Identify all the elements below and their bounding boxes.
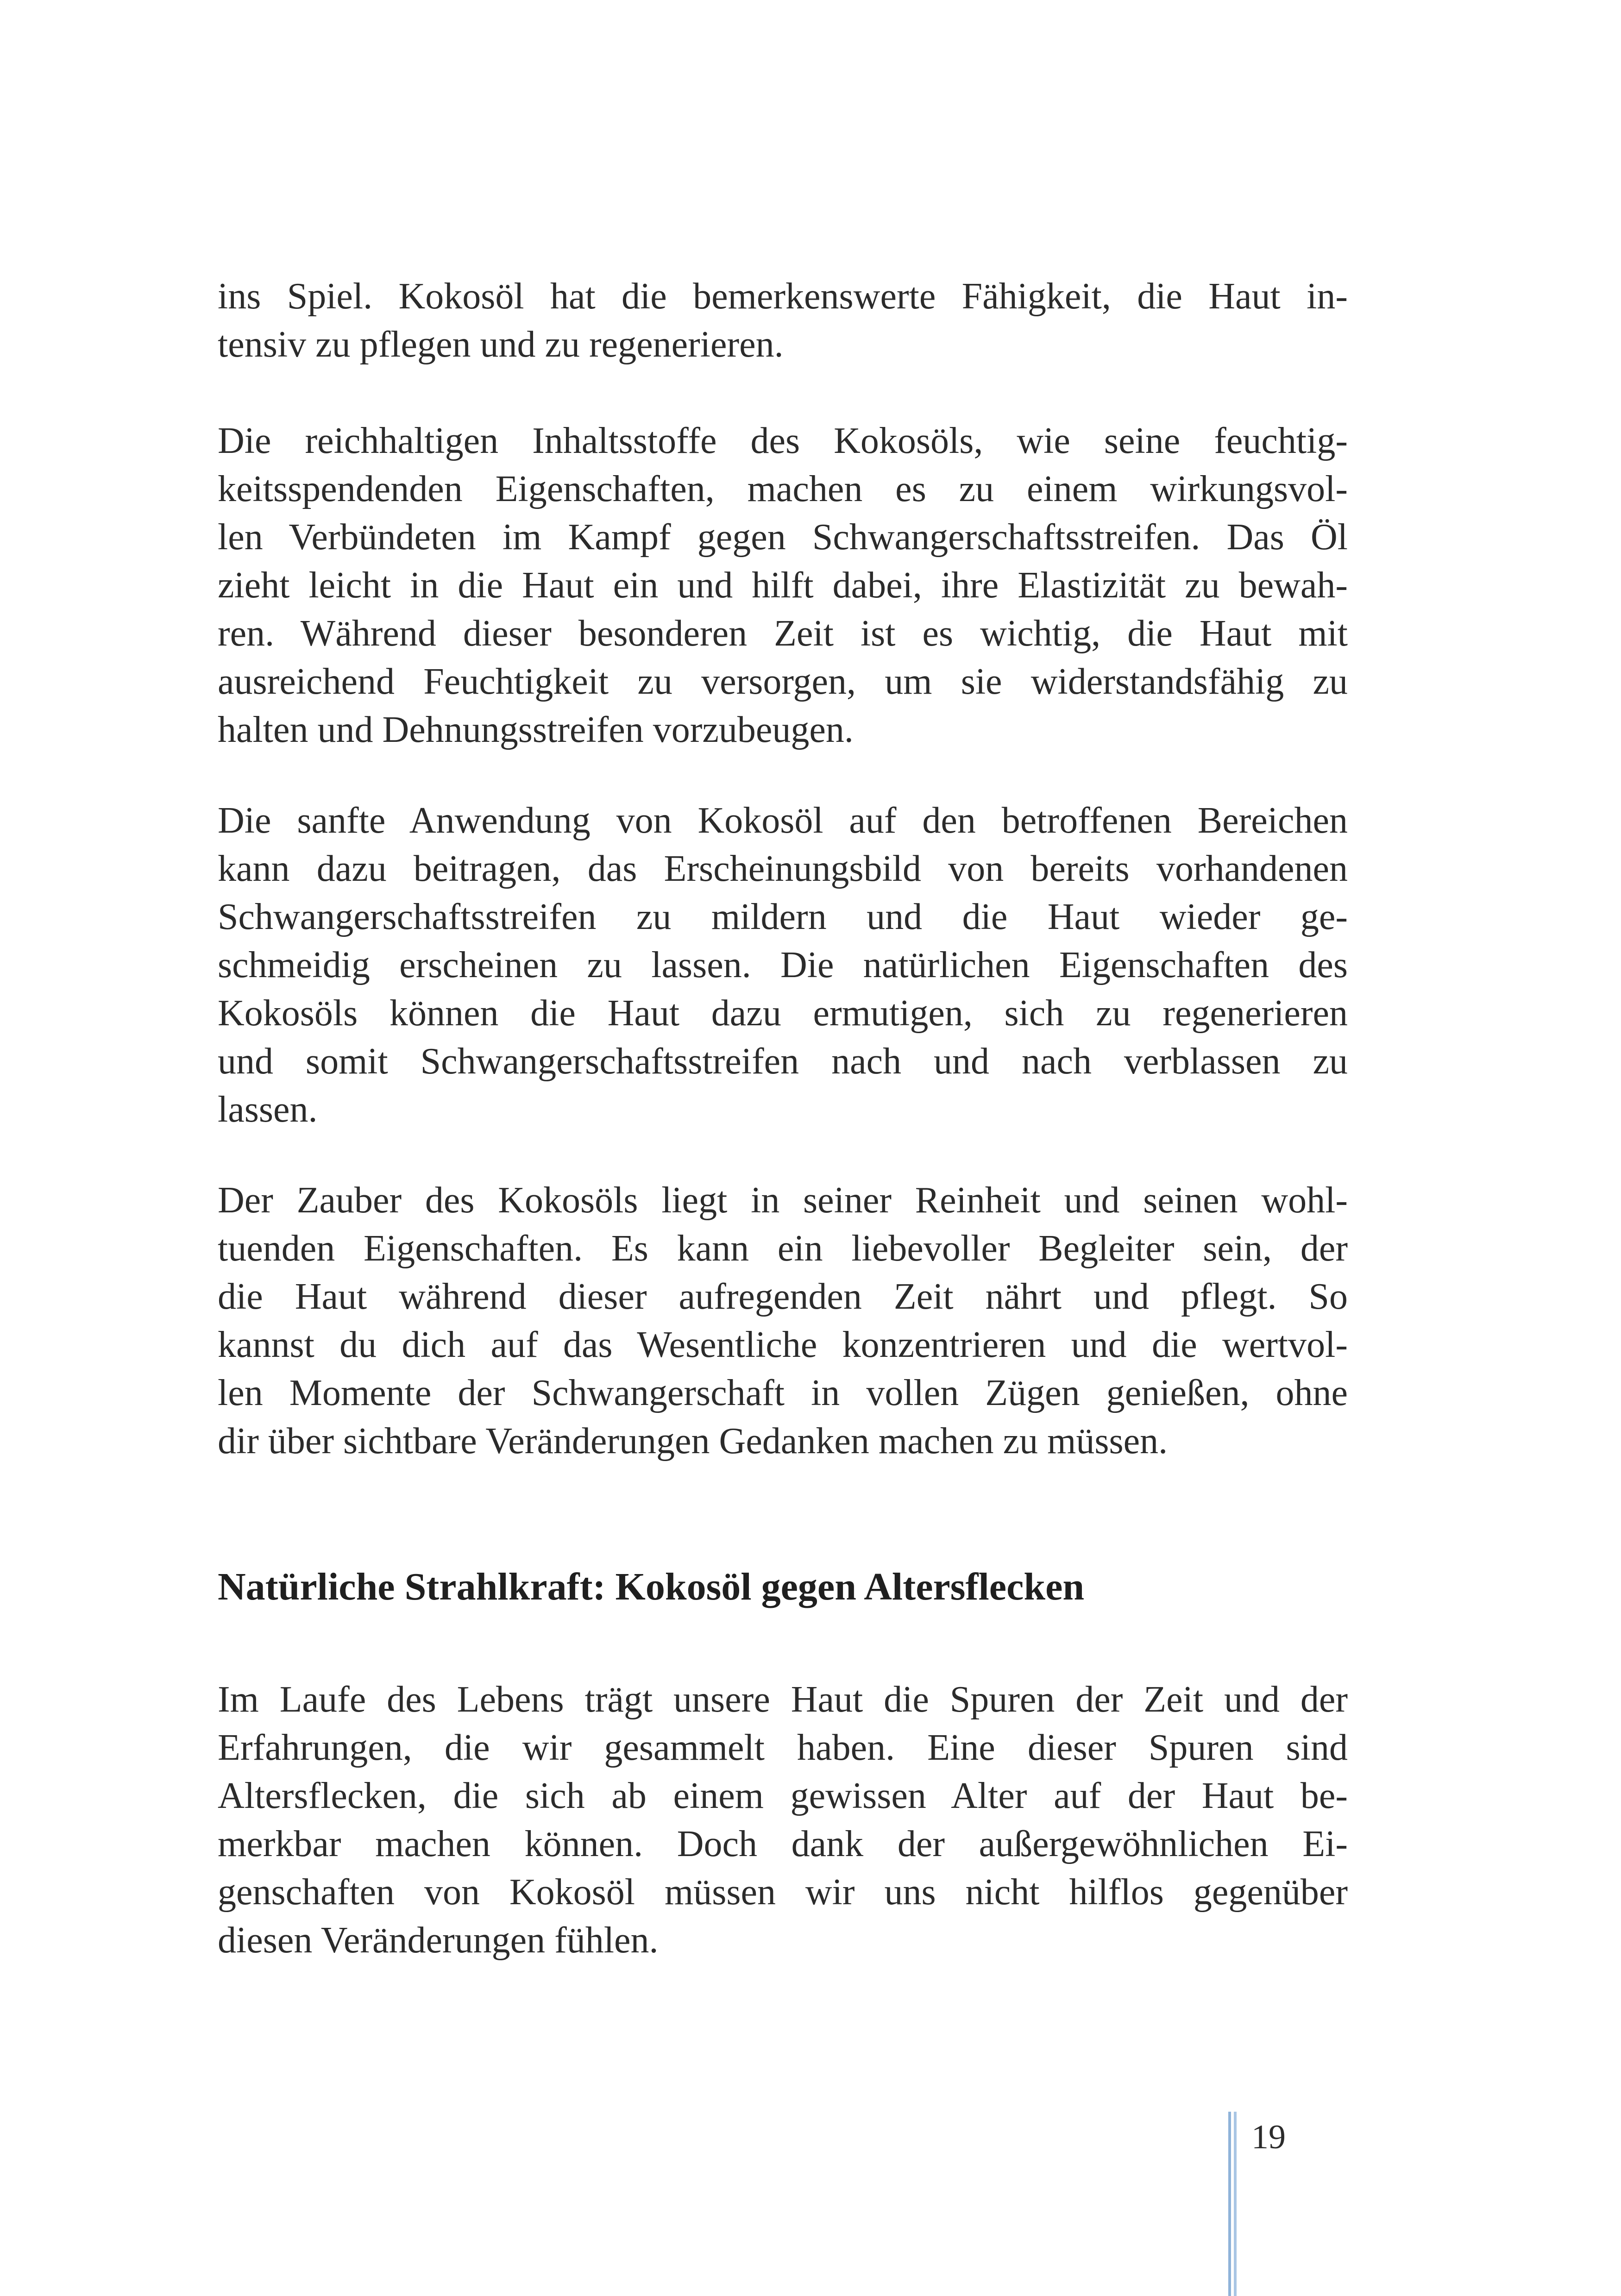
text-line: genschaften von Kokosöl müssen wir uns nicht hilflos gegenüber (218, 1872, 1348, 1913)
paragraph-1 (218, 272, 1348, 369)
text-line: kannst du dich auf das Wesentliche konzentrieren und die wertvol- (218, 1324, 1348, 1365)
text-line: halten und Dehnungsstreifen vorzubeugen. (218, 709, 854, 750)
text-line: Schwangerschaftsstreifen zu mildern und die Haut wieder ge- (218, 897, 1348, 937)
text-line: Kokosöls können die Haut dazu ermutigen, sich zu regenerieren (218, 993, 1348, 1034)
text-line: tuenden Eigenschaften. Es kann ein liebevoller Begleiter sein, der (218, 1228, 1348, 1269)
section-paragraph-1 (218, 1675, 1348, 1964)
page-number: 19 (1251, 2118, 1286, 2156)
text-line: Altersflecken, die sich ab einem gewissen Alter auf der Haut be- (218, 1775, 1348, 1816)
margin-rule (1228, 2112, 1231, 2296)
text-line: ren. Während dieser besonderen Zeit ist es wichtig, die Haut mit (218, 613, 1348, 654)
paragraph-2 (218, 417, 1348, 754)
paragraph-4 (218, 1176, 1348, 1465)
text-line: die Haut während dieser aufregenden Zeit nährt und pflegt. So (218, 1276, 1348, 1317)
text-line: zieht leicht in die Haut ein und hilft dabei, ihre Elastizität zu bewah- (218, 565, 1348, 606)
text-line: Die reichhaltigen Inhaltsstoffe des Kokosöls, wie seine feuchtig- (218, 420, 1348, 461)
text-line: schmeidig erscheinen zu lassen. Die natürlichen Eigenschaften des (218, 945, 1348, 985)
page-footer (1228, 2112, 1284, 2296)
text-line: tensiv zu pflegen und zu regenerieren. (218, 324, 784, 365)
text-line: Im Laufe des Lebens trägt unsere Haut die Spuren der Zeit und der (218, 1679, 1348, 1720)
margin-rule (1234, 2112, 1237, 2296)
text-line: dir über sichtbare Veränderungen Gedanken machen zu müssen. (218, 1421, 1168, 1462)
text-line: len Verbündeten im Kampf gegen Schwangerschaftsstreifen. Das Öl (218, 517, 1348, 558)
text-line: Erfahrungen, die wir gesammelt haben. Eine dieser Spuren sind (218, 1727, 1348, 1768)
paragraph-3 (218, 797, 1348, 1134)
section-heading: Natürliche Strahlkraft: Kokosöl gegen Altersflecken (218, 1565, 1085, 1608)
text-line: Der Zauber des Kokosöls liegt in seiner Reinheit und seinen wohl- (218, 1180, 1348, 1221)
text-line: lassen. (218, 1089, 318, 1130)
text-line: Die sanfte Anwendung von Kokosöl auf den betroffenen Bereichen (218, 800, 1348, 841)
text-line: len Momente der Schwangerschaft in vollen Zügen genießen, ohne (218, 1373, 1348, 1413)
text-line: und somit Schwangerschaftsstreifen nach und nach verblassen zu (218, 1041, 1348, 1082)
text-line: ausreichend Feuchtigkeit zu versorgen, um sie widerstandsfähig zu (218, 661, 1348, 702)
text-line: diesen Veränderungen fühlen. (218, 1920, 659, 1961)
text-line: ins Spiel. Kokosöl hat die bemerkenswerte Fähigkeit, die Haut in- (218, 276, 1348, 317)
text-line: merkbar machen können. Doch dank der außergewöhnlichen Ei- (218, 1824, 1348, 1864)
text-line: keitsspendenden Eigenschaften, machen es zu einem wirkungsvol- (218, 469, 1348, 509)
text-line: kann dazu beitragen, das Erscheinungsbild von bereits vorhandenen (218, 848, 1348, 889)
